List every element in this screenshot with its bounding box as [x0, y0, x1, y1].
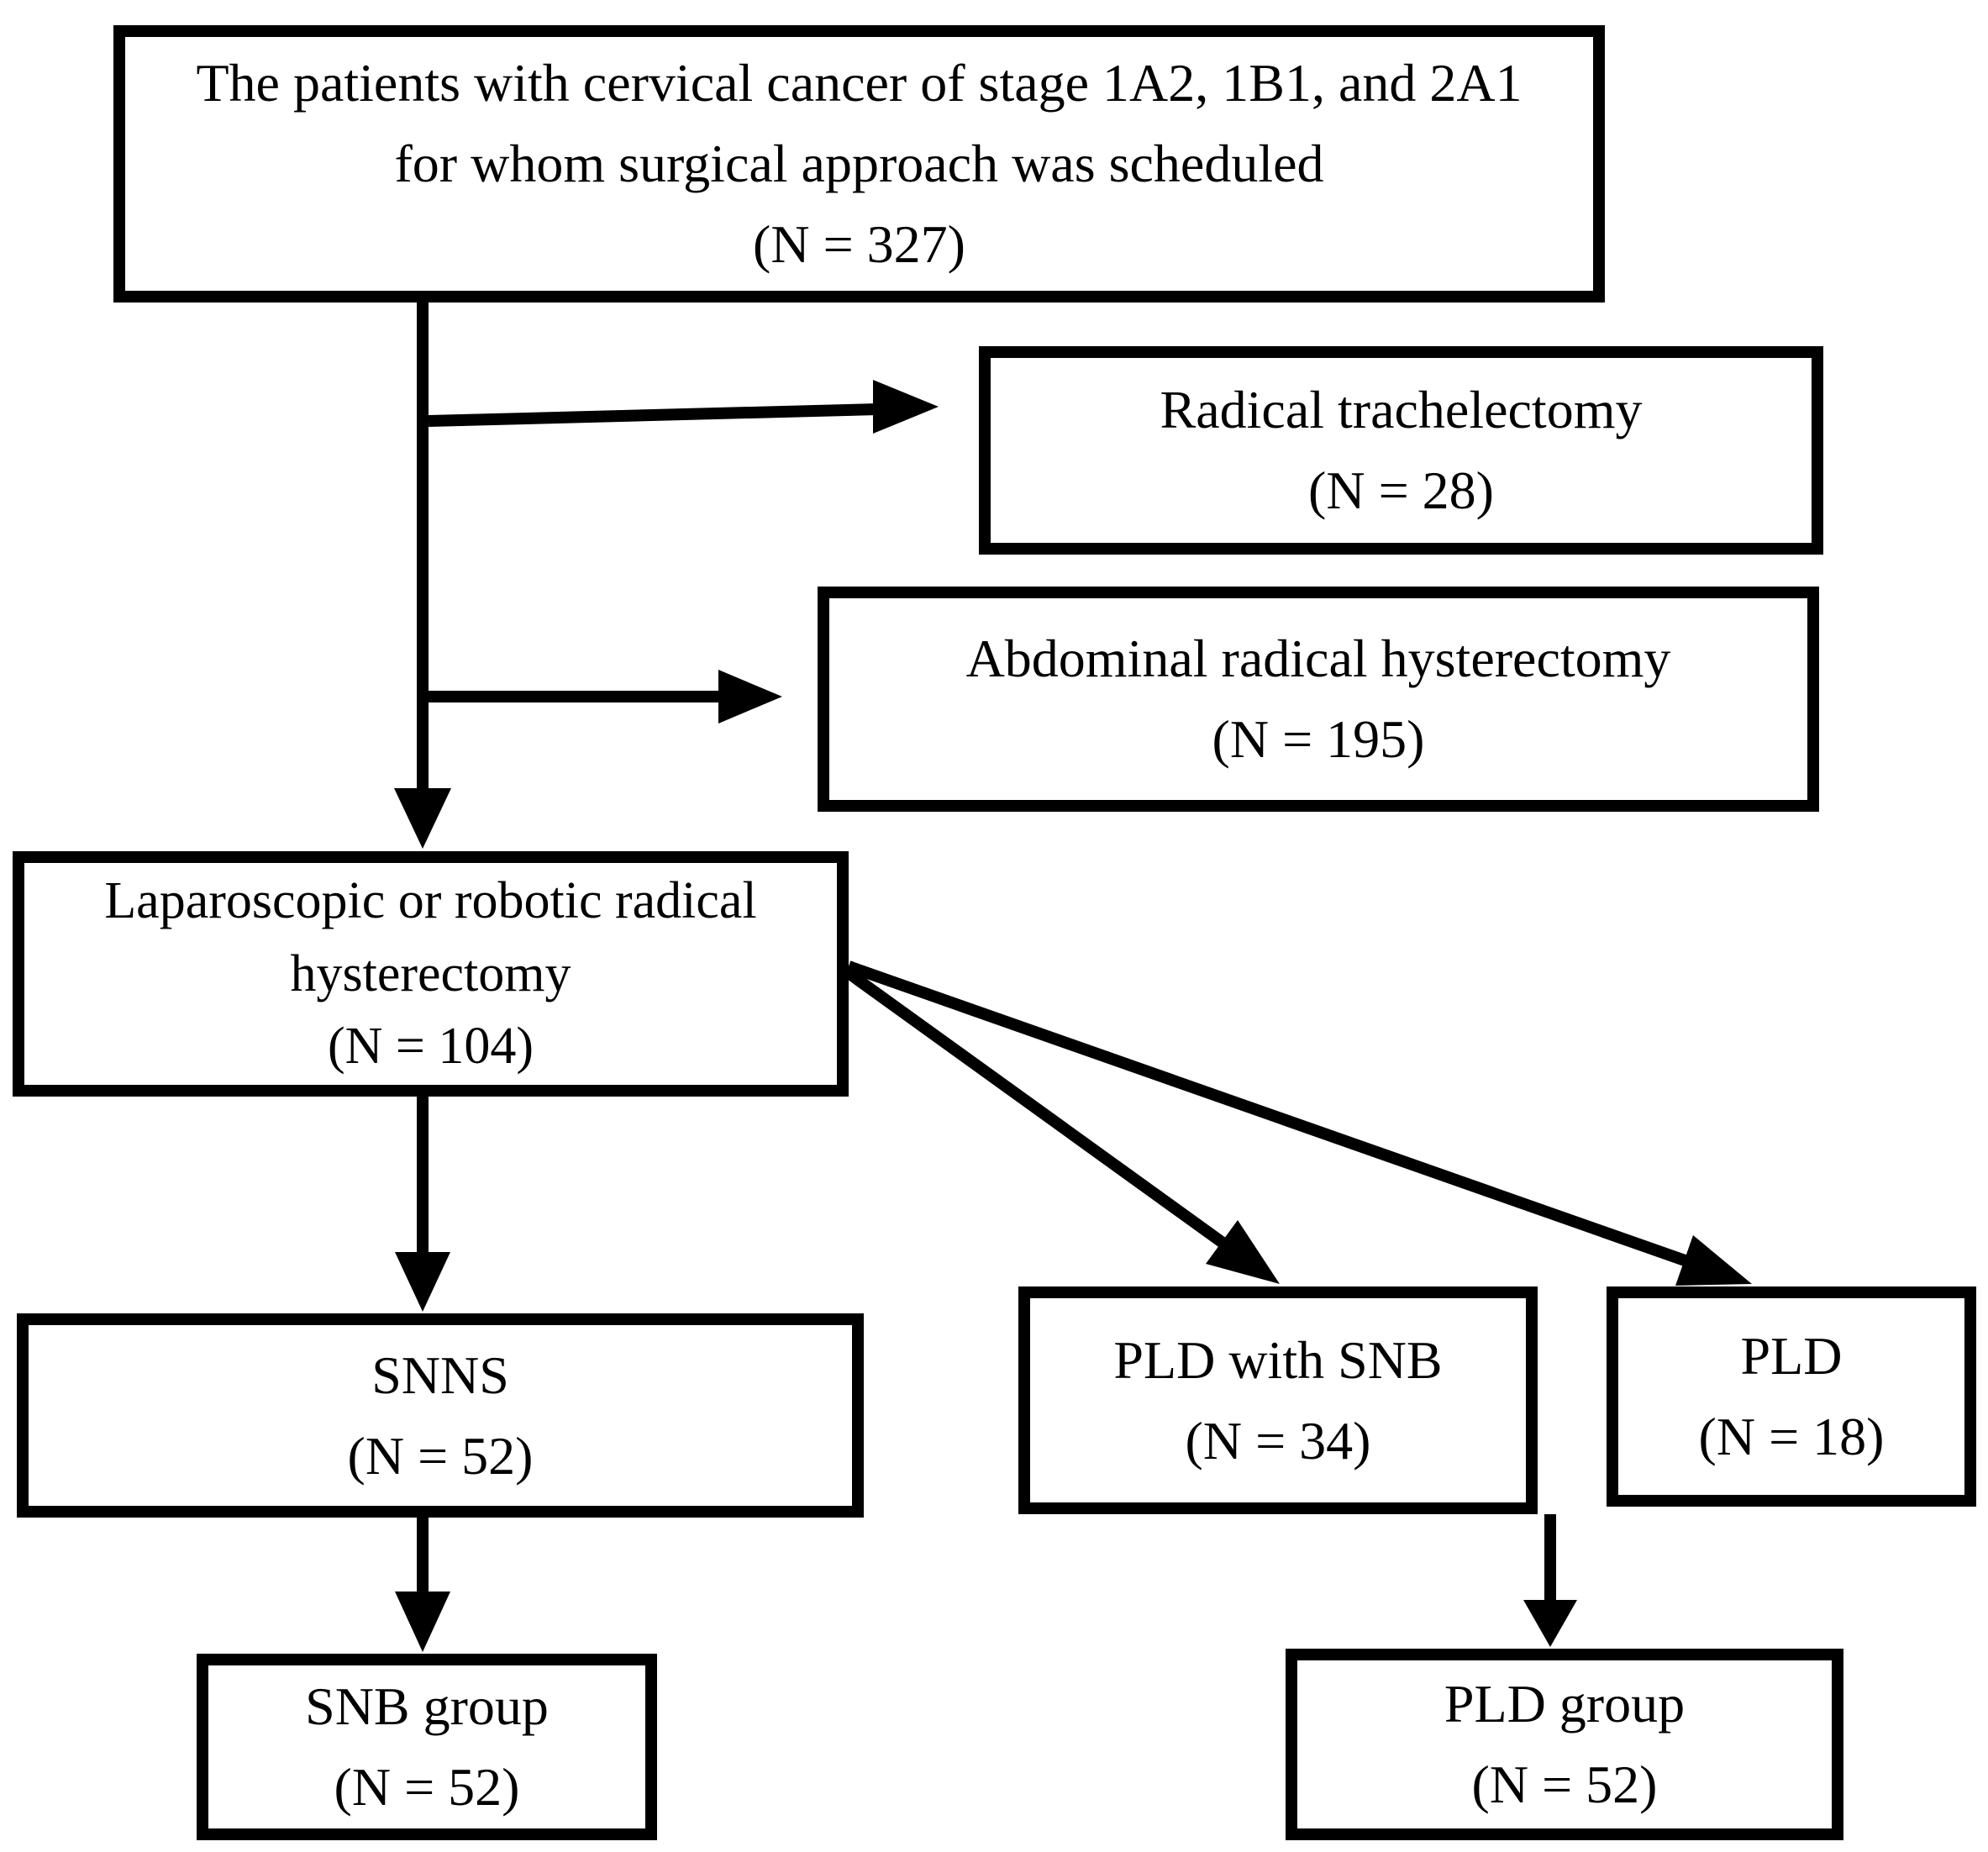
- node-pld-group: [1286, 1649, 1843, 1840]
- node-pld-group-n: (N = 52): [1471, 1755, 1658, 1814]
- node-trachelectomy: [979, 346, 1823, 555]
- node-snns-label: SNNS: [371, 1344, 509, 1405]
- node-snb-group: [197, 1654, 657, 1840]
- node-snb-group-n: (N = 52): [334, 1757, 520, 1817]
- node-abdominal-n: (N = 195): [1212, 709, 1425, 769]
- arrowhead-right-icon: [873, 380, 939, 434]
- arrowhead-diagonal-icon: [1675, 1235, 1752, 1286]
- node-pld-snb-label: PLD with SNB: [1113, 1329, 1443, 1390]
- arrow-eligible-to-trachelectomy: [429, 380, 939, 434]
- node-pld-group-label: PLD group: [1444, 1674, 1686, 1734]
- node-abdominal: [818, 587, 1819, 812]
- arrow-eligible-to-laparoscopic: [394, 303, 451, 849]
- arrow-line: [849, 973, 1225, 1244]
- node-trachelectomy-label: Radical trachelectomy: [1160, 380, 1643, 439]
- arrow-line: [849, 966, 1687, 1261]
- arrow-snns-to-snb-group: [395, 1518, 450, 1652]
- node-pld-n: (N = 18): [1698, 1407, 1885, 1466]
- node-laparoscopic-label: Laparoscopic or robotic radical hysterectomy: [104, 871, 757, 1002]
- node-trachelectomy-n: (N = 28): [1308, 460, 1494, 520]
- node-snns: [17, 1313, 864, 1518]
- arrow-eligible-to-abdominal: [429, 670, 782, 723]
- arrowhead-diagonal-icon: [1206, 1220, 1280, 1284]
- node-pld: [1607, 1286, 1976, 1507]
- node-eligible: [113, 25, 1605, 303]
- node-pld-label: PLD: [1740, 1326, 1843, 1386]
- arrowhead-right-icon: [718, 670, 782, 723]
- node-snns-n: (N = 52): [347, 1425, 534, 1486]
- arrow-laparoscopic-to-pld: [849, 966, 1752, 1286]
- arrowhead-down-icon: [394, 788, 451, 849]
- node-snb-group-label: SNB group: [305, 1676, 549, 1736]
- arrowhead-down-icon: [1523, 1600, 1577, 1647]
- arrow-line: [429, 409, 878, 421]
- arrow-laparoscopic-to-snns: [395, 1097, 450, 1312]
- arrowhead-down-icon: [395, 1592, 450, 1652]
- arrowhead-down-icon: [395, 1252, 450, 1312]
- arrow-pld-to-pld-group: [1523, 1514, 1577, 1647]
- node-pld-snb: [1018, 1286, 1538, 1514]
- arrow-laparoscopic-to-pld-snb: [849, 973, 1280, 1284]
- node-pld-snb-n: (N = 34): [1185, 1410, 1371, 1471]
- node-eligible-label: The patients with cervical cancer of stage 1A2, 1B1, and 2A1 for whom surgical approach was scheduled: [196, 53, 1523, 193]
- node-eligible-n: (N = 327): [753, 214, 965, 274]
- node-laparoscopic: [13, 851, 849, 1097]
- node-laparoscopic-n: (N = 104): [327, 1018, 534, 1076]
- node-abdominal-label: Abdominal radical hysterectomy: [965, 629, 1671, 688]
